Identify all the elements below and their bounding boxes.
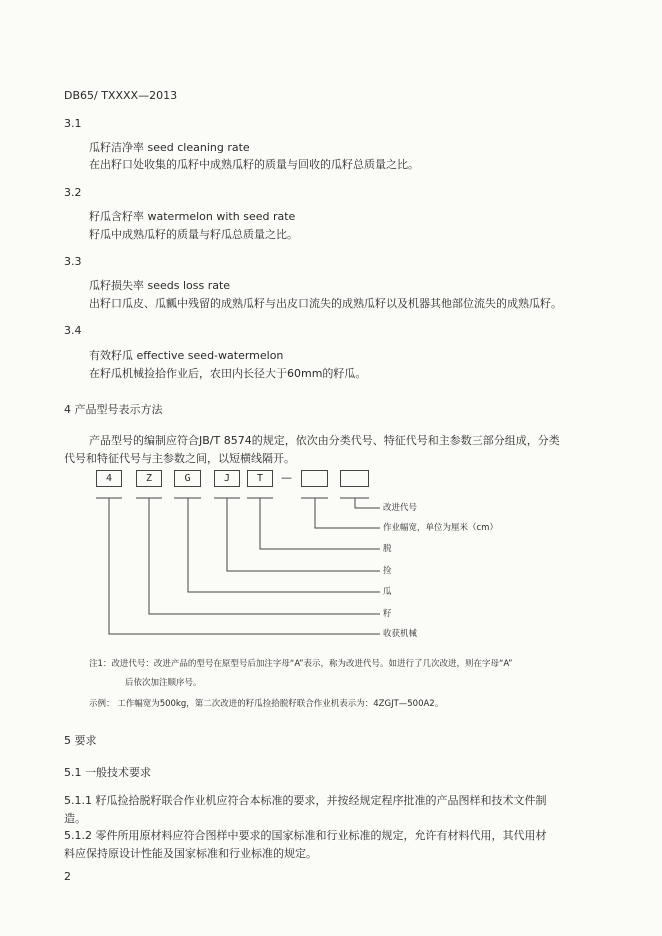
paragraph-line: 5.1.1 籽瓜捡拾脱籽联合作业机应符合本标准的要求，并按经规定程序批准的产品图样和技术文件制	[64, 794, 547, 807]
term-definition: 籽瓜中成熟瓜籽的质量与籽瓜总质量之比。	[89, 228, 298, 241]
term-title: 瓜籽洁净率 seed cleaning rate	[89, 141, 250, 154]
clause-number: 3.3	[64, 255, 82, 268]
clause-number: 3.2	[64, 186, 82, 199]
term-definition: 在籽瓜机械捡拾作业后，农田内长径大于60mm的籽瓜。	[89, 367, 367, 380]
paragraph-line: 代号和特征代号与主参数之间，以短横线隔开。	[64, 452, 295, 465]
section-heading: 5 要求	[64, 734, 97, 747]
page-number: 2	[64, 870, 71, 883]
example-line: 示例： 工作幅宽为500kg，第二次改进的籽瓜捡拾脱籽联合作业机表示为：4ZGJT—500A2。	[89, 699, 444, 709]
code-dash: —	[281, 471, 292, 484]
paragraph-line: 造。	[64, 812, 86, 825]
term-title: 瓜籽损失率 seeds loss rate	[89, 279, 231, 292]
code-box: G	[174, 470, 201, 487]
clause-number: 3.1	[64, 117, 82, 130]
paragraph-line: 5.1.2 零件所用原材料应符合图样中要求的国家标准和行业标准的规定，允许有材料代用，其代用材	[64, 829, 547, 842]
document-code: DB65/ TXXXX—2013	[64, 89, 178, 102]
paragraph-line: 产品型号的编制应符合JB/T 8574的规定，依次由分类代号、特征代号和主参数三部分组成，分类	[89, 434, 560, 447]
subsection-heading: 5.1 一般技术要求	[64, 766, 151, 779]
code-box: J	[214, 470, 240, 487]
code-box: T	[247, 470, 273, 487]
note-line: 后依次加注顺序号。	[125, 678, 202, 688]
term-title: 籽瓜含籽率 watermelon with seed rate	[89, 210, 296, 223]
diagram-label: 脱	[383, 544, 392, 554]
diagram-label: 捡	[383, 566, 392, 576]
diagram-label: 作业幅宽，单位为厘米（cm）	[383, 523, 498, 533]
section-heading: 4 产品型号表示方法	[64, 403, 163, 416]
note-line: 注1：改进代号：改进产品的型号在原型号后加注字母“A”表示，称为改进代号。如进行了几次改进，则在字母“A”	[89, 659, 513, 669]
diagram-label: 籽	[383, 609, 392, 619]
term-title: 有效籽瓜 effective seed-watermelon	[89, 349, 284, 362]
term-definition: 在出籽口处收集的瓜籽中成熟瓜籽的质量与回收的瓜籽总质量之比。	[89, 158, 419, 171]
code-box: 4	[96, 470, 122, 487]
diagram-label: 瓜	[383, 587, 392, 597]
clause-number: 3.4	[64, 324, 82, 337]
term-definition: 出籽口瓜皮、瓜瓤中残留的成熟瓜籽与出皮口流失的成熟瓜籽以及机器其他部位流失的成熟瓜籽。	[89, 297, 562, 310]
code-box: Z	[136, 470, 162, 487]
diagram-label: 收获机械	[383, 629, 418, 639]
paragraph-line: 料应保持原设计性能及国家标准和行业标准的规定。	[64, 847, 317, 860]
diagram-label: 改进代号	[383, 503, 418, 513]
